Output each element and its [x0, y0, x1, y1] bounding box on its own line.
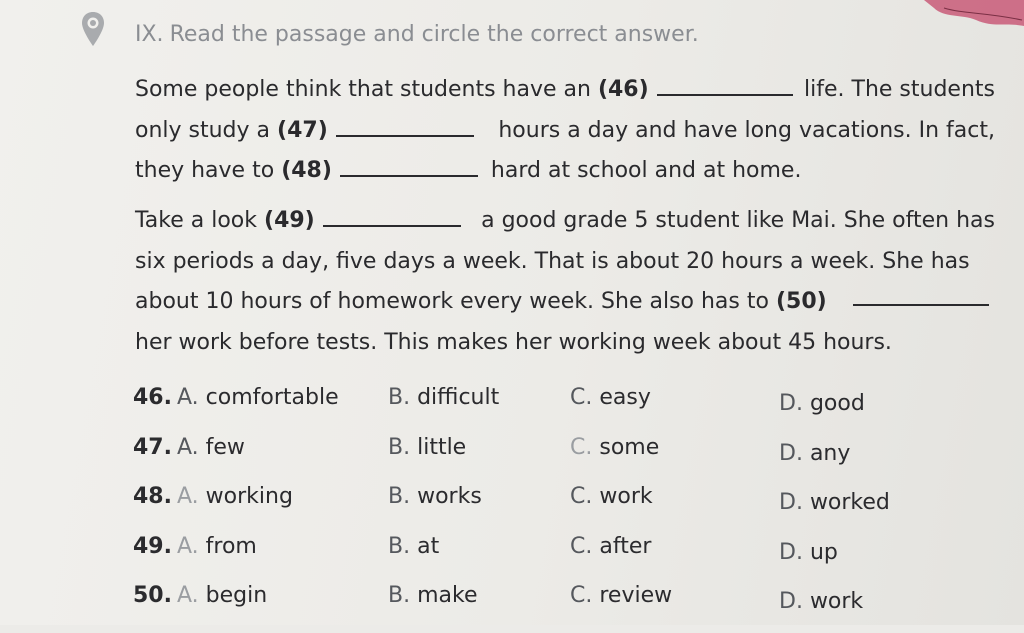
answer-blank-47[interactable] [336, 113, 474, 137]
option-letter: C. [570, 484, 593, 509]
question-number: 46. [133, 385, 172, 410]
option-text: works [417, 484, 482, 509]
option-text: after [599, 533, 652, 559]
option-47-a[interactable] [177, 435, 245, 460]
option-48-c[interactable] [570, 484, 653, 509]
answer-blank-49[interactable] [323, 203, 461, 227]
option-text: easy [599, 385, 651, 410]
passage-text: a good grade 5 student like Mai. She often has [481, 208, 995, 233]
option-49-d[interactable] [779, 540, 838, 565]
answer-options [133, 385, 993, 633]
option-text: at [417, 533, 440, 559]
option-49-a[interactable] [177, 534, 257, 559]
answer-blank-46[interactable] [657, 72, 793, 96]
option-letter: A. [177, 385, 199, 410]
question-marker-47: (47) [277, 117, 328, 143]
option-text: work [809, 589, 864, 614]
option-text: begin [205, 583, 268, 608]
question-row-46 [133, 385, 993, 435]
option-letter: B. [388, 385, 411, 410]
option-text: worked [809, 490, 890, 515]
option-text: few [205, 434, 245, 460]
question-marker-46: (46) [597, 77, 649, 102]
option-48-a[interactable] [177, 484, 293, 509]
question-number: 47. [133, 434, 172, 460]
option-text: good [809, 391, 865, 416]
question-marker-48: (48) [281, 158, 332, 183]
option-text: work [599, 484, 653, 509]
option-letter: B. [388, 484, 411, 509]
passage-text: hard at school and at home. [490, 158, 802, 183]
option-48-d[interactable] [779, 490, 890, 515]
passage-text: life. The students [804, 77, 995, 102]
passage-line [135, 201, 995, 242]
option-text: make [417, 583, 478, 608]
passage-text: her work before tests. This makes her working week about 45 hours. [135, 329, 892, 355]
option-letter: D. [779, 391, 803, 416]
option-text: up [809, 539, 838, 565]
passage-line [135, 282, 995, 323]
option-letter: C. [570, 434, 593, 460]
option-50-d[interactable] [779, 589, 863, 614]
answer-blank-48[interactable] [340, 153, 478, 177]
option-letter: B. [388, 533, 411, 559]
option-letter: A. [177, 533, 199, 559]
question-row-47 [133, 435, 993, 485]
passage-text: hours a day and have long vacations. In fact, [498, 117, 995, 143]
option-47-b[interactable] [388, 435, 466, 460]
option-text: some [599, 434, 660, 460]
question-row-50 [133, 583, 993, 633]
option-46-b[interactable] [388, 385, 499, 410]
option-letter: C. [570, 385, 593, 410]
exercise-instruction: Read the passage and circle the correct answer. [169, 22, 699, 47]
question-number: 50. [133, 583, 172, 608]
question-row-49 [133, 534, 993, 584]
exercise-heading [135, 22, 699, 47]
passage-text: Take a look [135, 208, 258, 233]
option-letter: C. [570, 533, 593, 559]
passage-text: six periods a day, five days a week. That is about 20 hours a week. She has [135, 248, 970, 274]
option-letter: A. [177, 583, 199, 608]
passage-text: Some people think that students have an [135, 77, 591, 102]
option-46-c[interactable] [570, 385, 651, 410]
question-number: 48. [133, 484, 172, 509]
option-text: from [205, 533, 257, 559]
option-letter: D. [779, 490, 803, 515]
option-46-d[interactable] [779, 391, 865, 416]
passage-line [135, 70, 995, 111]
option-letter: D. [779, 440, 803, 466]
option-letter: A. [177, 484, 199, 509]
location-pin-icon [80, 10, 106, 50]
option-text: little [417, 434, 467, 460]
option-50-a[interactable] [177, 583, 267, 608]
passage-paragraph-1 [135, 70, 995, 192]
passage-line [135, 242, 995, 283]
option-letter: B. [388, 434, 411, 460]
option-50-c[interactable] [570, 583, 672, 608]
passage-text: they have to [135, 158, 275, 183]
passage-text: only study a [135, 117, 271, 143]
passage-line [135, 323, 995, 364]
option-47-c[interactable] [570, 435, 659, 460]
passage-line [135, 111, 995, 152]
option-46-a[interactable] [177, 385, 339, 410]
corner-decoration [904, 0, 1024, 30]
option-letter: A. [177, 434, 199, 460]
passage-paragraph-2 [135, 201, 995, 363]
question-row-48 [133, 484, 993, 534]
option-text: any [809, 440, 851, 466]
option-letter: D. [779, 589, 803, 614]
question-marker-49: (49) [264, 208, 315, 233]
option-letter: B. [388, 583, 411, 608]
option-49-c[interactable] [570, 534, 651, 559]
question-marker-50: (50) [775, 289, 827, 314]
option-text: difficult [417, 385, 500, 410]
option-47-d[interactable] [779, 441, 850, 466]
answer-blank-50[interactable] [853, 282, 989, 306]
question-number: 49. [133, 533, 172, 559]
option-letter: C. [570, 583, 593, 608]
option-letter: D. [779, 539, 803, 565]
option-text: comfortable [205, 385, 339, 410]
passage-text: about 10 hours of homework every week. She also has to [135, 289, 769, 314]
option-49-b[interactable] [388, 534, 439, 559]
passage-line [135, 151, 995, 192]
option-text: working [205, 484, 293, 509]
option-50-b[interactable] [388, 583, 478, 608]
exercise-number: IX. [135, 22, 164, 47]
option-48-b[interactable] [388, 484, 482, 509]
option-text: review [599, 583, 673, 608]
